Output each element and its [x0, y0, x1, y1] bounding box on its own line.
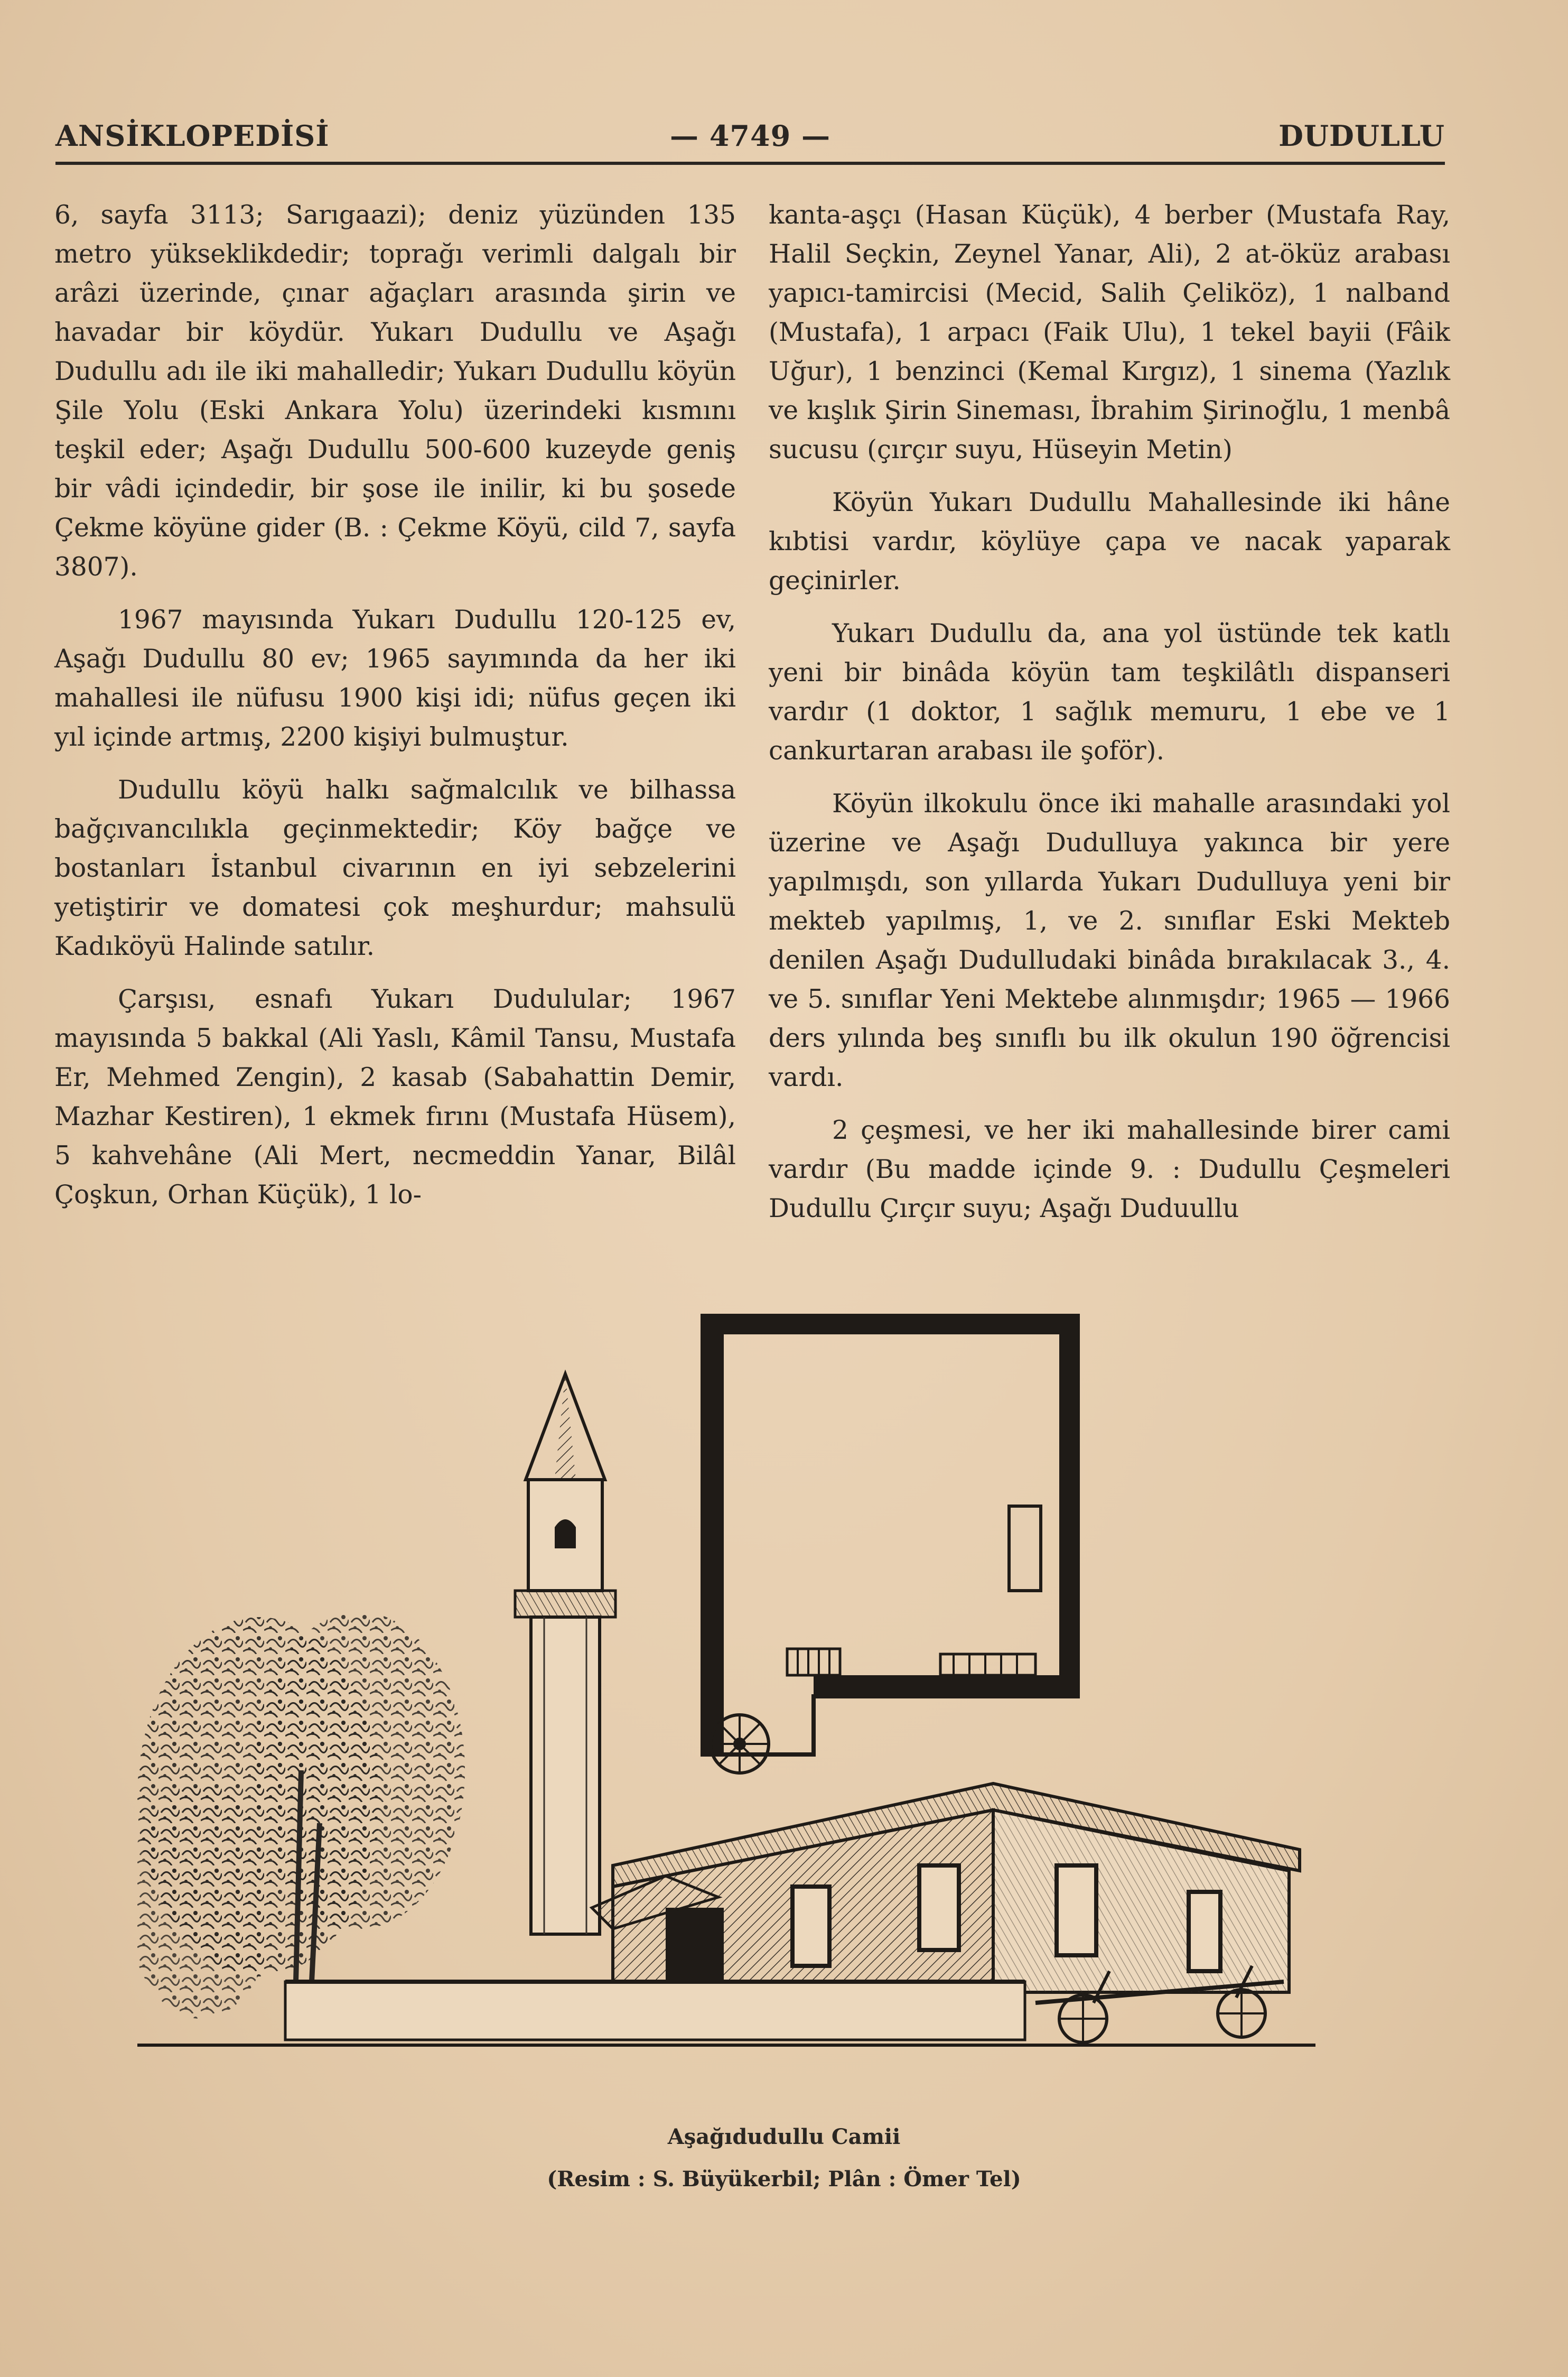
paragraph: Dudullu köyü halkı sağmalcılık ve bilhassa bağçıvancılıkla geçinmektedir; Köy bağçe ve bostanları İstanbul civarının en iyi sebzelerini yetiştirir ve domatesi çok meşhurdur; mahsulü Kadıköyü Halinde satılır.: [54, 775, 736, 961]
minaret: [515, 1374, 615, 1934]
paragraph: 2 çeşmesi, ve her iki mahallesinde birer cami vardır (Bu madde içinde 9. : Dudullu Çeşmeleri Dudullu Çırçır suyu; Aşağı Duduullu: [769, 1116, 1450, 1223]
paragraph: Çarşısı, esnafı Yukarı Dudulular; 1967 mayısında 5 bakkal (Ali Yaslı, Kâmil Tansu, Mustafa Er, Mehmed Zengin), 2 kasab (Sabahattin Demir, Mazhar Kestiren), 1 ekmek fırını (Mustafa Hüsem), 5 kahvehâne (Ali Mert, necmeddin Yanar, Bilâl Çoşkun, Orhan Küçük), 1 lo-: [54, 985, 736, 1210]
paragraph: Köyün ilkokulu önce iki mahalle arasındaki yol üzerine ve Aşağı Dudulluya yakınca bir yere yapılmışdı, son yıllarda Yukarı Dudulluya yeni bir mekteb yapılmış, 1, ve 2. sınıflar Eski Mekteb denilen Aşağı Dudulludaki binâda bırakılacak 3., 4. ve 5. sınıflar Yeni Mektebe alınmışdır; 1965 — 1966 ders yılında beş sınıflı bu ilk okulun 190 öğrencisi vardı.: [769, 789, 1450, 1092]
paragraph: 1967 mayısında Yukarı Dudullu 120-125 ev, Aşağı Dudullu 80 ev; 1965 sayımında da her iki mahallesi ile nüfusu 1900 kişi idi; nüfus geçen iki yıl içinde artmış, 2200 kişiyi bulmuştur.: [54, 605, 736, 752]
header-rule: [55, 162, 1445, 165]
trees: [137, 1612, 465, 2019]
left-column: [54, 196, 736, 1228]
mosque-building: [592, 1784, 1300, 1992]
paragraph: Köyün Yukarı Dudullu Mahallesinde iki hâne kıbtisi vardır, köylüye çapa ve nacak yaparak geçinirler.: [769, 488, 1450, 596]
right-column: [769, 196, 1450, 1242]
paragraph: kanta-aşçı (Hasan Küçük), 4 berber (Mustafa Ray, Halil Seçkin, Zeynel Yanar, Ali), 2 at-öküz arabası yapıcı-tamircisi (Mecid, Salih Çeliköz), 1 nalband (Mustafa), 1 arpacı (Faik Ulu), 1 tekel bayii (Fâik Uğur), 1 benzinci (Kemal Kırgız), 1 sinema (Yazlık ve kışlık Şirin Sineması, İbrahim Şirinoğlu, 1 menbâ sucusu (çırçır suyu, Hüseyin Metin): [769, 200, 1450, 465]
running-header: [55, 119, 1445, 156]
page-number: — 4749 —: [670, 119, 830, 153]
figure-caption-title: Aşağıdudullu Camii: [667, 2124, 901, 2149]
paragraph: 6, sayfa 3113; Sarıgaazi); deniz yüzünden 135 metro yükseklikdedir; toprağı verimli dalgalı bir arâzi üzerinde, çınar ağaçları arasında şirin ve havadar bir köydür. Yukarı Dudullu ve Aşağı Dudullu adı ile iki mahalledir; Yukarı Dudullu köyün Şile Yolu (Eski Ankara Yolu) üzerindeki kısmını teşkil eder; Aşağı Dudullu 500-600 kuzeyde geniş bir vâdi içindedir, bir şose ile inilir, ki bu şosede Çekme köyüne gider (B. : Çekme Köyü, cild 7, sayfa 3807).: [54, 200, 736, 582]
header-entry-title: DUDULLU: [1278, 119, 1445, 153]
figure-caption-credit: (Resim : S. Büyükerbil; Plân : Ömer Tel): [547, 2167, 1021, 2192]
paragraph: Yukarı Dudullu da, ana yol üstünde tek katlı yeni bir binâda köyün tam teşkilâtlı dispanseri vardır (1 doktor, 1 sağlık memuru, 1 ebe ve 1 cankurtaran arabası ile şoför).: [769, 619, 1450, 766]
floor-plan: [703, 1316, 1078, 1773]
header-section-title: ANSİKLOPEDİSİ: [55, 119, 330, 153]
mosque-illustration: [137, 1295, 1432, 2103]
